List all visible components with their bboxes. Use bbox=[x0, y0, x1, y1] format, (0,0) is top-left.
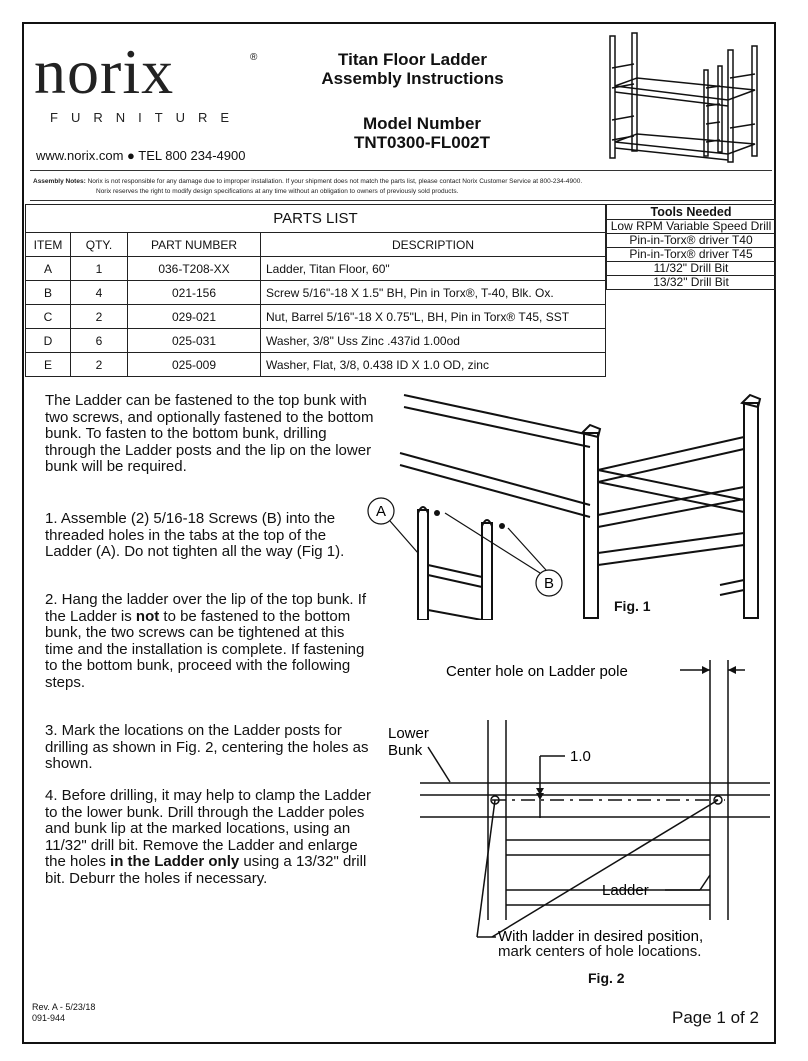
cell-qty: 4 bbox=[71, 281, 128, 305]
callout-a: A bbox=[375, 503, 387, 520]
tool-item: 11/32" Drill Bit bbox=[607, 262, 776, 276]
cell-part: 025-009 bbox=[128, 353, 261, 377]
bunk-bed-illustration bbox=[600, 28, 770, 168]
col-item: ITEM bbox=[26, 233, 71, 257]
cell-item: C bbox=[26, 305, 71, 329]
brand-tagline: FURNITURE bbox=[50, 110, 243, 125]
cell-item: E bbox=[26, 353, 71, 377]
assembly-notes bbox=[33, 177, 773, 197]
document-title bbox=[300, 50, 525, 88]
divider-notes bbox=[30, 200, 772, 201]
step-1: 1. Assemble (2) 5/16-18 Screws (B) into the threaded holes in the tabs at the top of the Ladder (A). Do not tighten all the way (Fig 1). bbox=[45, 510, 345, 561]
registered-mark: ® bbox=[250, 52, 258, 63]
step-4 bbox=[45, 788, 375, 888]
cell-desc: Nut, Barrel 5/16"-18 X 0.75"L, BH, Pin in Torx® T45, SST bbox=[261, 305, 606, 329]
parts-row bbox=[26, 305, 606, 329]
tools-title: Tools Needed bbox=[607, 205, 776, 220]
col-part-number: PART NUMBER bbox=[128, 233, 261, 257]
step-2-text-b: to be fastened to the bottom bunk, the two screws can be tightened at this time and the installation is complete. If fastening to the bottom bunk, proceed with the following steps. bbox=[45, 607, 365, 691]
parts-row bbox=[26, 257, 606, 281]
step-4-text-b: using a 13/32" drill bit. Deburr the holes if necessary. bbox=[45, 853, 367, 887]
figure-1-label: Fig. 1 bbox=[614, 598, 651, 614]
cell-qty: 2 bbox=[71, 305, 128, 329]
revision-info bbox=[32, 1002, 95, 1024]
mark-note-line-1: With ladder in desired position, bbox=[498, 928, 704, 945]
cell-item: D bbox=[26, 329, 71, 353]
ladder-label: Ladder bbox=[602, 882, 649, 899]
tool-item: Pin-in-Torx® driver T45 bbox=[607, 248, 776, 262]
parts-list-title: PARTS LIST bbox=[26, 205, 606, 233]
title-line-1: Titan Floor Ladder bbox=[338, 50, 487, 69]
parts-row bbox=[26, 281, 606, 305]
model-label: Model Number bbox=[362, 114, 482, 133]
intro-paragraph: The Ladder can be fastened to the top bunk with two screws, and optionally fastened to the bottom bunk. To fasten to the bottom bunk, drilling through the Ladder posts and the lip on the lower bunk will be required. bbox=[45, 392, 374, 476]
norix-logo: norix bbox=[34, 36, 175, 107]
cell-desc: Screw 5/16"-18 X 1.5" BH, Pin in Torx®, T-40, Blk. Ox. bbox=[261, 281, 606, 305]
center-hole-label: Center hole on Ladder pole bbox=[446, 663, 628, 680]
dimension-label: 1.0 bbox=[570, 748, 591, 765]
tool-item: Pin-in-Torx® driver T40 bbox=[607, 234, 776, 248]
title-line-2: Assembly Instructions bbox=[321, 69, 504, 88]
cell-part: 029-021 bbox=[128, 305, 261, 329]
parts-row bbox=[26, 329, 606, 353]
divider-top bbox=[30, 170, 772, 171]
lower-bunk-label-1: Lower bbox=[388, 725, 429, 742]
step-4-text-a: 4. Before drilling, it may help to clamp the Ladder to the lower bunk. Drill through the Ladder poles and bunk lip at the marked locations, using an 11/32" drill bit. Remove the Ladder and enlarge the holes bbox=[45, 787, 372, 871]
col-description: DESCRIPTION bbox=[261, 233, 606, 257]
notes-line-1: Norix is not responsible for any damage due to improper installation. If your shipment does not match the parts list, please contact Norix Customer Service at 800-234-4900. bbox=[87, 178, 583, 185]
figure-1-drawing bbox=[360, 385, 770, 620]
step-3: 3. Mark the locations on the Ladder posts for drilling as shown in Fig. 2, centering the holes as shown. bbox=[45, 722, 369, 773]
parts-list-table bbox=[25, 204, 606, 377]
notes-label: Assembly Notes: bbox=[33, 178, 86, 185]
contact-info: www.norix.com ● TEL 800 234-4900 bbox=[36, 148, 246, 163]
col-qty: QTY. bbox=[71, 233, 128, 257]
doc-number: 091-944 bbox=[32, 1013, 66, 1023]
step-2 bbox=[45, 592, 375, 692]
lower-bunk-label-2: Bunk bbox=[388, 742, 423, 759]
cell-qty: 6 bbox=[71, 329, 128, 353]
cell-part: 025-031 bbox=[128, 329, 261, 353]
cell-desc: Washer, 3/8" Uss Zinc .437id 1.00od bbox=[261, 329, 606, 353]
step-2-emphasis: not bbox=[135, 607, 160, 625]
callout-b: B bbox=[543, 575, 555, 592]
cell-part: 036-T208-XX bbox=[128, 257, 261, 281]
revision: Rev. A - 5/23/18 bbox=[32, 1002, 96, 1012]
cell-item: A bbox=[26, 257, 71, 281]
step-2-text-a: 2. Hang the ladder over the lip of the top bunk. If the Ladder is bbox=[45, 591, 367, 625]
tool-item: 13/32" Drill Bit bbox=[607, 276, 776, 290]
cell-part: 021-156 bbox=[128, 281, 261, 305]
cell-qty: 1 bbox=[71, 257, 128, 281]
mark-note-line-2: mark centers of hole locations. bbox=[498, 943, 702, 960]
page-number: Page 1 of 2 bbox=[672, 1008, 759, 1027]
parts-row bbox=[26, 353, 606, 377]
cell-desc: Washer, Flat, 3/8, 0.438 ID X 1.0 OD, zinc bbox=[261, 353, 606, 377]
cell-item: B bbox=[26, 281, 71, 305]
figure-2-drawing bbox=[380, 650, 775, 945]
tools-needed-table bbox=[606, 204, 776, 290]
notes-line-2: Norix reserves the right to modify design specifications at any time without an obligation to owners of previously sold products. bbox=[96, 188, 459, 195]
tool-item: Low RPM Variable Speed Drill bbox=[607, 220, 776, 234]
figure-2-label: Fig. 2 bbox=[588, 970, 625, 986]
step-4-emphasis: in the Ladder only bbox=[110, 853, 240, 871]
model-number: TNT0300-FL002T bbox=[353, 133, 491, 152]
cell-qty: 2 bbox=[71, 353, 128, 377]
model-number-block bbox=[322, 114, 522, 152]
cell-desc: Ladder, Titan Floor, 60" bbox=[261, 257, 606, 281]
